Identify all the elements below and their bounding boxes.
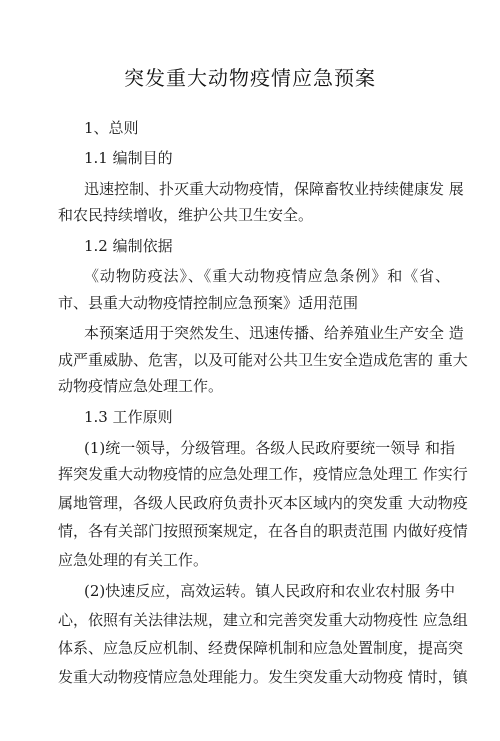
- paragraph-line: (2)快速反应，高效运转。镇人民政府和农业农村服 务中: [84, 582, 456, 600]
- paragraph-line: 《动物防疫法》、《重大动物疫情应急条例》和《省、: [84, 267, 450, 285]
- subsection-heading: 1.1 编制目的: [84, 149, 173, 167]
- paragraph-line: 应急处理的有关工作。: [58, 551, 209, 569]
- subsection-heading: 1.2 编制依据: [84, 237, 173, 255]
- paragraph-line: 迅速控制、扑灭重大动物疫情，保障畜牧业持续健康发 展: [84, 180, 464, 198]
- paragraph-line: 体系、应急反应机制、经费保障机制和应急处置制度，提高突: [58, 639, 464, 657]
- paragraph-line: 属地管理，各级人民政府负责扑灭本区域内的突发重 大动物疫: [58, 494, 468, 512]
- paragraph-line: 发重大动物疫情应急处理能力。发生突发重大动物疫 情时，镇: [58, 668, 468, 686]
- paragraph-line: (1)统一领导，分级管理。各级人民政府要统一领导 和指: [84, 439, 456, 457]
- document-title: 突发重大动物疫情应急预案: [124, 66, 376, 90]
- paragraph-line: 心，依照有关法律法规，建立和完善突发重大动物疫性 应急组: [58, 611, 468, 629]
- paragraph-line: 和农民持续增收，维护公共卫生安全。: [58, 206, 314, 224]
- subsection-heading: 1.3 工作原则: [84, 408, 173, 426]
- paragraph-line: 本预案适用于突然发生、迅速传播、给养殖业生产安全 造: [84, 324, 464, 342]
- paragraph-line: 成严重威胁、危害，以及可能对公共卫生安全造成危害的 重大: [58, 351, 468, 369]
- paragraph-line: 挥突发重大动物疫情的应急处理工作，疫情应急处理工 作实行: [58, 465, 468, 483]
- section-heading: 1、总则: [84, 119, 139, 137]
- paragraph-line: 动物疫情应急处理工作。: [58, 377, 224, 395]
- paragraph-line: 情，各有关部门按照预案规定，在各自的职责范围 内做好疫情: [58, 522, 468, 540]
- paragraph-line: 市、县重大动物疫情控制应急预案》适用范围: [58, 294, 359, 312]
